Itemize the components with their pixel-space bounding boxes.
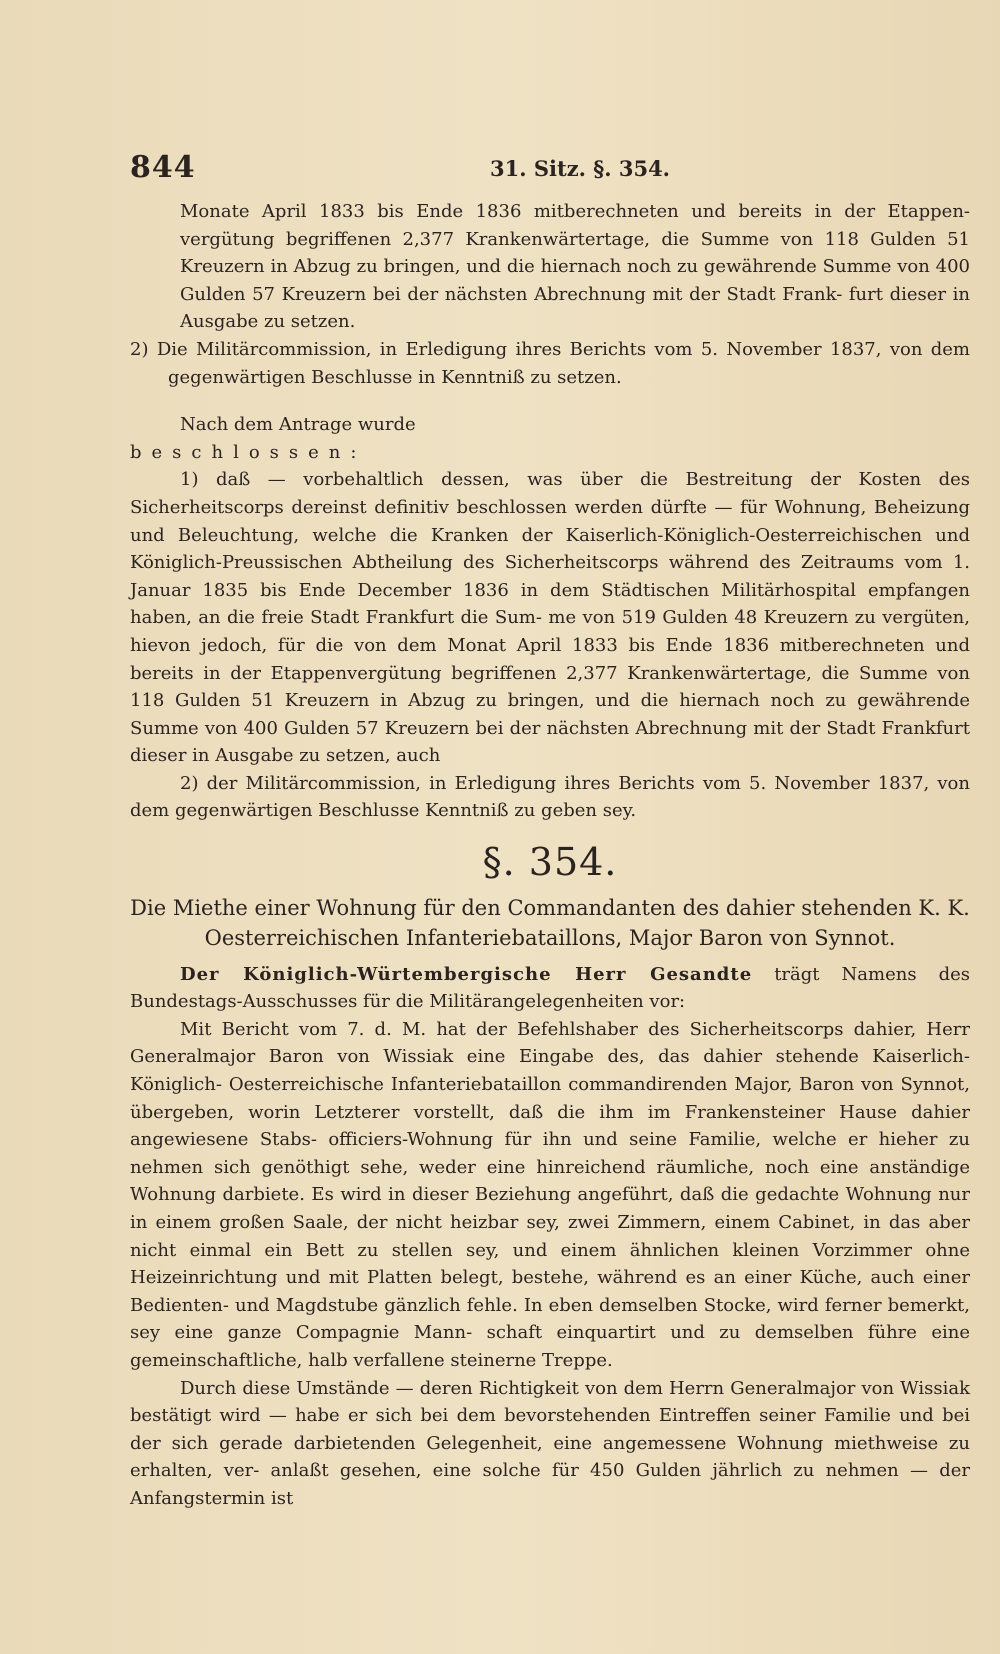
resolution-heading: beschlossen:: [130, 441, 367, 463]
page-body: [130, 198, 970, 1513]
paragraph: Mit Bericht vom 7. d. M. hat der Befehlshaber des Sicherheitscorps dahier, Herr Generalmajor Baron von Wissiak eine Eingabe des, das dahier stehende Kaiserlich-Königlich- Oesterreichische Infanteriebataillon commandirenden Major, Baron von Synnot, übergeben, worin Letzterer vorstellt, daß die ihm im Frankensteiner Hause dahier angewiesene Stabs- officiers-Wohnung für ihn und seine Familie, welche er hieher zu nehmen sich genöthigt sehe, weder eine hinreichend räumliche, noch eine anständige Wohnung darbiete. Es wird in dieser Beziehung angeführt, daß die gedachte Wohnung nur in einem großen Saale, der nicht heizbar sey, zwei Zimmern, einem Cabinet, in das aber nicht einmal ein Bett zu stellen sey, und einem ähnlichen kleinen Vorzimmer ohne Heizeinrichtung und mit Platten belegt, bestehe, während es an einer Küche, auch einer Bedienten- und Magdstube gänzlich fehle. In eben demselben Stocke, wird ferner bemerkt, sey eine ganze Compagnie Mann- schaft einquartirt und zu demselben führe eine gemeinschaftliche, halb verfallene steinerne Treppe.: [130, 1018, 970, 1371]
page-number: 844: [130, 150, 196, 185]
paragraph: 1) daß — vorbehaltlich dessen, was über die Bestreitung der Kosten des Sicherheitscorps dereinst definitiv beschlossen werden dürfte — für Wohnung, Beheizung und Beleuchtung, welche die Kranken der Kaiserlich-Königlich-Oesterreichischen und Königlich-Preussischen Abtheilung des Sicherheitscorps während des Zeitraums vom 1. Januar 1835 bis Ende December 1836 in dem Städtischen Militärhospital empfangen haben, an die freie Stadt Frankfurt die Sum- me von 519 Gulden 48 Kreuzern zu vergüten, hievon jedoch, für die von dem Monat April 1833 bis Ende 1836 mitberechneten und bereits in der Etappenvergütung begriffenen 2,377 Krankenwärtertage, die Summe von 118 Gulden 51 Kreuzern in Abzug zu bringen, und die hiernach noch zu gewährende Summe von 400 Gulden 57 Kreuzern bei der nächsten Abrechnung mit der Stadt Frankfurt dieser in Ausgabe zu setzen, auch: [130, 469, 970, 767]
paragraph-text: trägt Namens des Bundestags-Ausschusses für die Militärangelegenheiten vor:: [130, 963, 970, 1013]
running-head: 31. Sitz. §. 354.: [490, 156, 670, 181]
section-heading: §. 354.: [482, 840, 618, 885]
list-item: 2) Die Militärcommission, in Erledigung ihres Berichts vom 5. November 1837, von dem gegenwärtigen Beschlusse in Kenntniß zu setzen.: [130, 338, 970, 388]
section-title: Die Miethe einer Wohnung für den Commandanten des dahier stehenden K. K. Oesterreichischen Infanteriebataillons, Major Baron von Synnot.: [130, 895, 970, 950]
paragraph: [130, 961, 970, 1016]
paragraph: Monate April 1833 bis Ende 1836 mitberechneten und bereits in der Etappen- vergütung begriffenen 2,377 Krankenwärtertage, die Summe von 118 Gulden 51 Kreuzern in Abzug zu bringen, und die hiernach noch zu gewährende Summe von 400 Gulden 57 Kreuzern bei der nächsten Abrechnung mit der Stadt Frank- furt dieser in Ausgabe zu setzen.: [180, 201, 970, 333]
page-header: [130, 150, 920, 190]
speaker: Der Königlich-Würtembergische Herr Gesandte: [180, 963, 753, 985]
paragraph: Durch diese Umstände — deren Richtigkeit von dem Herrn Generalmajor von Wissiak bestätigt wird — habe er sich bei dem bevorstehenden Eintreffen seiner Familie und bei der sich gerade darbietenden Gelegenheit, eine angemessene Wohnung miethweise zu erhalten, ver- anlaßt gesehen, eine solche für 450 Gulden jährlich zu nehmen — der Anfangstermin ist: [130, 1377, 970, 1509]
paragraph: 2) der Militärcommission, in Erledigung ihres Berichts vom 5. November 1837, von dem gegenwärtigen Beschlusse Kenntniß zu geben sey.: [130, 772, 970, 822]
paragraph: Nach dem Antrage wurde: [180, 414, 416, 436]
